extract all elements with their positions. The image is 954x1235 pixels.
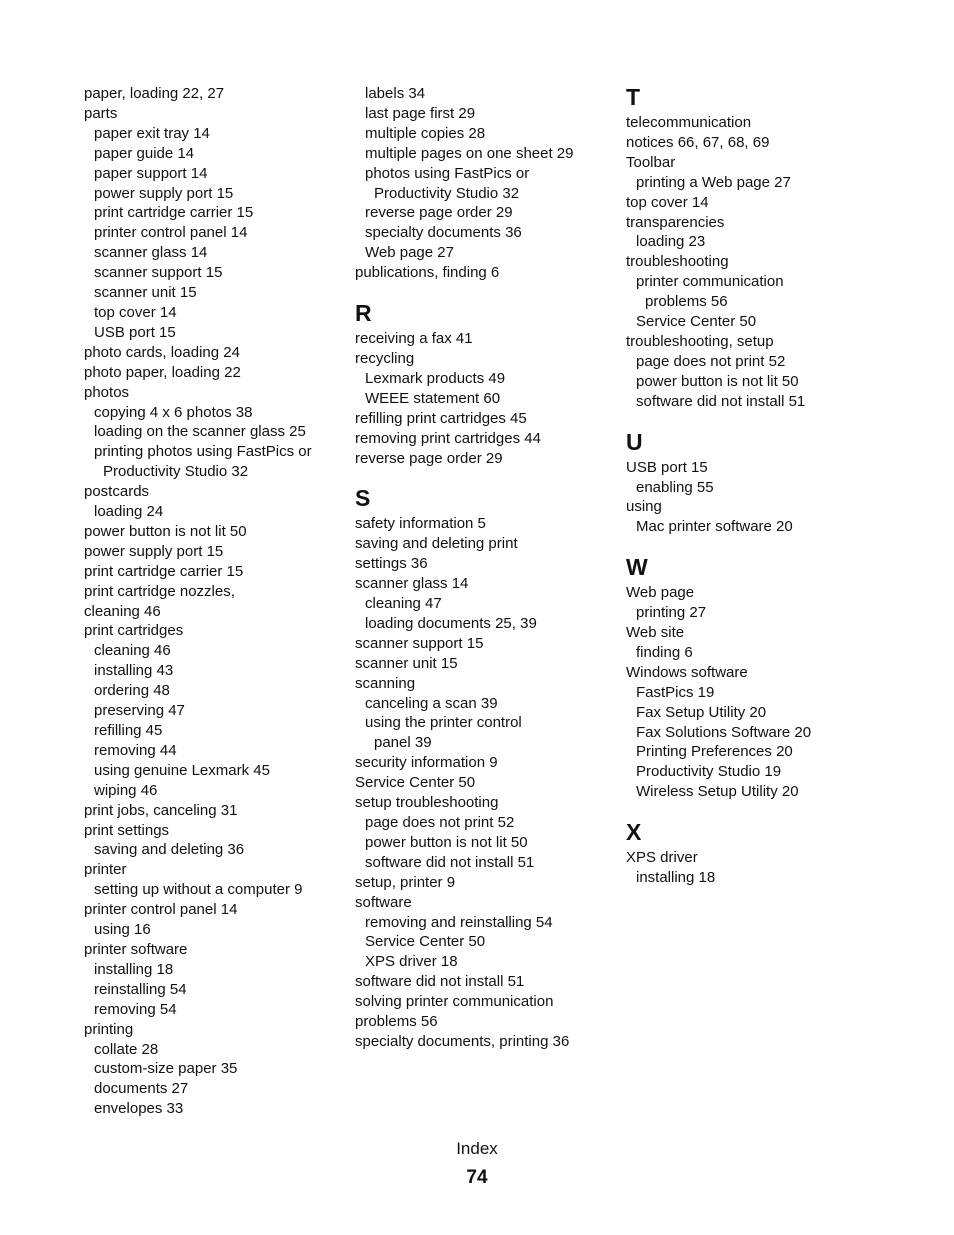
index-subentry: copying 4 x 6 photos 38 <box>94 403 253 421</box>
index-entry: publications, finding 6 <box>355 264 500 282</box>
index-subentry: saving and deleting 36 <box>94 841 245 859</box>
index-entry: safety information 5 <box>355 515 486 533</box>
index-entry: problems 56 <box>355 1013 438 1031</box>
index-entry: printer <box>84 861 127 879</box>
index-entry: print settings <box>84 821 170 839</box>
index-entry: troubleshooting <box>626 253 729 271</box>
index-subentry: FastPics 19 <box>636 683 715 701</box>
index-subentry: page does not print 52 <box>636 352 786 370</box>
index-entry: Windows software <box>626 663 748 681</box>
index-subentry: scanner glass 14 <box>94 244 208 262</box>
index-subentry: reinstalling 54 <box>94 980 187 998</box>
index-entry: setup, printer 9 <box>355 873 456 891</box>
index-entry: receiving a fax 41 <box>355 330 473 348</box>
index-entry: transparencies <box>626 213 725 231</box>
index-entry: software did not install 51 <box>355 973 525 991</box>
index-entry: saving and deleting print <box>355 535 518 553</box>
index-subentry: specialty documents 36 <box>365 224 522 242</box>
index-subentry: software did not install 51 <box>365 853 535 871</box>
index-entry: solving printer communication <box>355 993 554 1011</box>
index-subentry: custom-size paper 35 <box>94 1060 238 1078</box>
index-subentry: Lexmark products 49 <box>365 369 506 387</box>
footer-section-title: Index <box>456 1139 498 1158</box>
index-entry: postcards <box>84 483 150 501</box>
index-subentry: ordering 48 <box>94 682 170 700</box>
index-subentry: scanner support 15 <box>94 264 223 282</box>
index-entry: paper, loading 22, 27 <box>84 85 225 102</box>
index-entry: photos <box>84 383 130 401</box>
index-entry: top cover 14 <box>626 193 709 211</box>
index-entry: using <box>626 498 662 516</box>
index-subentry: Service Center 50 <box>365 933 486 951</box>
index-subentry: setting up without a computer 9 <box>94 881 303 899</box>
index-subentry: print cartridge carrier 15 <box>94 204 254 222</box>
index-entry: scanning <box>355 674 416 692</box>
index-entry: printer software <box>84 940 188 958</box>
index-entry: scanner support 15 <box>355 634 484 652</box>
index-entry: Web page <box>626 584 695 602</box>
index-subentry: installing 18 <box>636 869 716 887</box>
index-subentry: power button is not lit 50 <box>365 833 528 851</box>
index-subentry: Productivity Studio 32 <box>103 463 249 481</box>
index-entry: XPS driver <box>626 849 698 867</box>
index-subentry: Fax Solutions Software 20 <box>636 723 812 741</box>
index-subentry: removing 54 <box>94 1000 177 1018</box>
index-entry: troubleshooting, setup <box>626 332 774 350</box>
index-entry: printing <box>84 1020 134 1038</box>
index-subentry: using genuine Lexmark 45 <box>94 761 270 779</box>
index-subentry: using the printer control <box>365 714 522 732</box>
index-entry: settings 36 <box>355 555 428 573</box>
index-subentry: problems 56 <box>645 293 728 311</box>
index-entry: scanner unit 15 <box>355 654 458 672</box>
index-entry: reverse page order 29 <box>355 449 503 467</box>
index-subentry: enabling 55 <box>636 478 714 496</box>
index-entry: refilling print cartridges 45 <box>355 409 527 427</box>
index-entry: print jobs, canceling 31 <box>84 801 238 819</box>
index-subentry: power button is not lit 50 <box>636 372 799 390</box>
index-subentry: preserving 47 <box>94 702 185 720</box>
index-column-3 <box>626 84 876 888</box>
index-subentry: paper guide 14 <box>94 144 195 162</box>
index-subentry: printer control panel 14 <box>94 224 248 242</box>
index-subentry: Service Center 50 <box>636 313 757 331</box>
index-entry: removing print cartridges 44 <box>355 429 541 447</box>
index-entry: cleaning 46 <box>84 602 161 620</box>
index-subentry: labels 34 <box>365 85 426 102</box>
index-subentry: printing a Web page 27 <box>636 173 791 191</box>
page-footer <box>0 1138 954 1190</box>
index-subentry: using 16 <box>94 921 151 939</box>
index-subentry: Wireless Setup Utility 20 <box>636 783 799 801</box>
index-subentry: cleaning 47 <box>365 595 442 613</box>
page-number: 74 <box>466 1167 488 1188</box>
index-subentry: multiple copies 28 <box>365 124 486 142</box>
index-entry: photo paper, loading 22 <box>84 363 241 381</box>
index-subentry: Fax Setup Utility 20 <box>636 703 767 721</box>
index-entry: Service Center 50 <box>355 774 476 792</box>
index-subentry: software did not install 51 <box>636 392 806 410</box>
index-subentry: top cover 14 <box>94 303 177 321</box>
index-subentry: installing 18 <box>94 960 174 978</box>
index-letter-heading: W <box>626 554 648 581</box>
index-subentry: cleaning 46 <box>94 642 171 660</box>
index-subentry: reverse page order 29 <box>365 204 513 222</box>
index-subentry: installing 43 <box>94 662 174 680</box>
index-subentry: removing 44 <box>94 741 177 759</box>
index-entry: software <box>355 893 412 911</box>
index-subentry: loading documents 25, 39 <box>365 614 537 632</box>
index-entry: power supply port 15 <box>84 542 224 560</box>
index-subentry: USB port 15 <box>94 323 176 341</box>
index-subentry: Printing Preferences 20 <box>636 743 793 761</box>
index-letter-heading: S <box>355 485 371 512</box>
index-subentry: finding 6 <box>636 643 693 661</box>
index-subentry: panel 39 <box>374 734 432 752</box>
index-entry: setup troubleshooting <box>355 794 499 812</box>
index-subentry: removing and reinstalling 54 <box>365 913 553 931</box>
index-subentry: loading 24 <box>94 503 164 521</box>
index-letter-heading: T <box>626 84 641 110</box>
index-entry: USB port 15 <box>626 458 708 476</box>
index-entry: parts <box>84 104 118 122</box>
index-subentry: Productivity Studio 19 <box>636 763 782 781</box>
index-subentry: Web page 27 <box>365 244 454 262</box>
index-column-2 <box>355 84 610 1052</box>
index-letter-heading: R <box>355 300 372 327</box>
index-entry: notices 66, 67, 68, 69 <box>626 133 770 151</box>
index-subentry: paper support 14 <box>94 164 208 182</box>
index-subentry: envelopes 33 <box>94 1100 184 1118</box>
index-subentry: documents 27 <box>94 1080 189 1098</box>
index-subentry: scanner unit 15 <box>94 284 197 302</box>
index-entry: printer control panel 14 <box>84 901 238 919</box>
index-subentry: loading on the scanner glass 25 <box>94 423 306 441</box>
index-entry: print cartridge carrier 15 <box>84 562 244 580</box>
index-subentry: printer communication <box>636 273 784 291</box>
index-entry: print cartridges <box>84 622 184 640</box>
index-column-1 <box>84 84 334 1119</box>
index-entry: recycling <box>355 349 415 367</box>
index-subentry: collate 28 <box>94 1040 159 1058</box>
index-subentry: WEEE statement 60 <box>365 389 501 407</box>
index-subentry: loading 23 <box>636 233 706 251</box>
index-subentry: wiping 46 <box>94 781 158 799</box>
index-entry: specialty documents, printing 36 <box>355 1032 570 1050</box>
index-entry: Toolbar <box>626 153 676 171</box>
index-subentry: XPS driver 18 <box>365 953 458 971</box>
index-entry: photo cards, loading 24 <box>84 343 240 361</box>
index-subentry: printing 27 <box>636 604 707 622</box>
index-subentry: Mac printer software 20 <box>636 518 793 536</box>
index-subentry: paper exit tray 14 <box>94 124 210 142</box>
index-subentry: multiple pages on one sheet 29 <box>365 144 574 162</box>
index-entry: Web site <box>626 624 685 642</box>
index-letter-heading: U <box>626 428 643 455</box>
index-entry: telecommunication <box>626 114 752 131</box>
index-subentry: refilling 45 <box>94 722 163 739</box>
index-subentry: page does not print 52 <box>365 814 515 831</box>
index-subentry: photos using FastPics or <box>365 164 530 182</box>
index-letter-heading: X <box>626 819 642 846</box>
index-subentry: canceling a scan 39 <box>365 694 498 712</box>
index-entry: scanner glass 14 <box>355 575 469 593</box>
index-subentry: power supply port 15 <box>94 184 234 202</box>
index-subentry: last page first 29 <box>365 104 476 122</box>
index-subentry: printing photos using FastPics or <box>94 443 312 461</box>
index-entry: security information 9 <box>355 754 498 772</box>
index-entry: print cartridge nozzles, <box>84 582 235 600</box>
index-subentry: Productivity Studio 32 <box>374 184 520 202</box>
index-entry: power button is not lit 50 <box>84 522 247 540</box>
